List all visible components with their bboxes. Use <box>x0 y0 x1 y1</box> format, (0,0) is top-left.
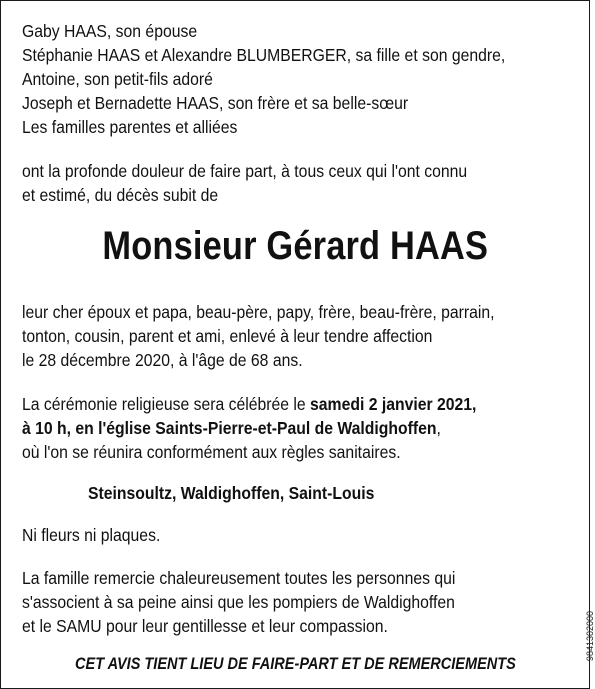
announcement-line-2: et estimé, du décès subit de <box>22 185 219 205</box>
thanks-line-3: et le SAMU pour leur gentillesse et leur compassion. <box>22 616 388 636</box>
announcement-line-1: ont la profonde douleur de faire part, à tous ceux qui l'ont connu <box>22 161 468 181</box>
ceremony-line-1 <box>22 394 476 415</box>
description-line-2: tonton, cousin, parent et ami, enlevé à leur tendre affection <box>22 326 433 346</box>
footer-notice: CET AVIS TIENT LIEU DE FAIRE-PART ET DE REMERCIEMENTS <box>74 655 516 673</box>
description-line-1: leur cher époux et papa, beau-père, papy, frère, beau-frère, parrain, <box>22 302 495 322</box>
cities: Steinsoultz, Waldighoffen, Saint-Louis <box>88 483 375 503</box>
family-line-3: Antoine, son petit-fils adoré <box>22 69 213 89</box>
family-line-4: Joseph et Bernadette HAAS, son frère et sa belle-sœur <box>22 93 409 113</box>
family-line-5: Les familles parentes et alliées <box>22 117 238 137</box>
thanks-line-2: s'associent à sa peine ainsi que les pompiers de Waldighoffen <box>22 592 455 612</box>
deceased-name: Monsieur Gérard HAAS <box>102 224 488 268</box>
ceremony-line-2: à 10 h, en l'église Saints-Pierre-et-Paul de Waldighoffen, <box>22 418 441 438</box>
description-line-3: le 28 décembre 2020, à l'âge de 68 ans. <box>22 350 303 370</box>
reference-number: 9841302000 <box>585 611 595 662</box>
ceremony-line-3: où l'on se réunira conformément aux règles sanitaires. <box>22 442 401 462</box>
family-line-1: Gaby HAAS, son épouse <box>22 21 198 41</box>
thanks-line-1: La famille remercie chaleureusement toutes les personnes qui <box>22 568 456 588</box>
no-flowers: Ni fleurs ni plaques. <box>22 525 161 545</box>
ceremony-place: à 10 h, en l'église Saints-Pierre-et-Paul de Waldighoffen <box>22 418 437 438</box>
family-line-2: Stéphanie HAAS et Alexandre BLUMBERGER, sa fille et son gendre, <box>22 45 506 65</box>
ceremony-prefix: La cérémonie religieuse sera célébrée le <box>22 394 311 414</box>
ceremony-date: samedi 2 janvier 2021, <box>310 394 477 414</box>
